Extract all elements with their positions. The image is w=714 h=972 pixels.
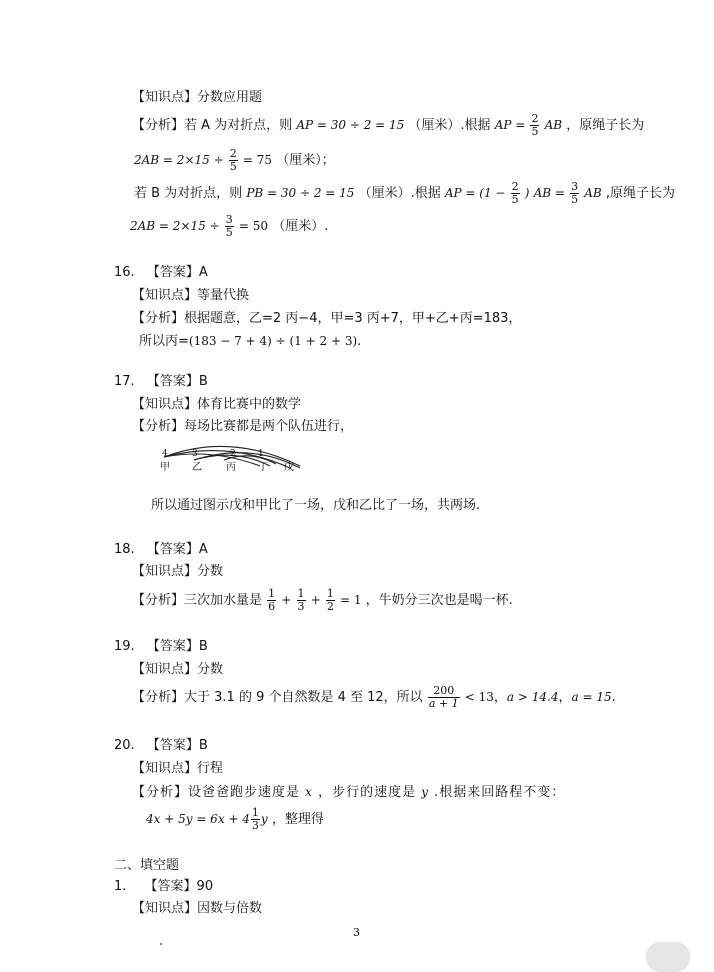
math: AB = [533, 186, 565, 200]
text: 【分析】设爸爸跑步速度是 [132, 785, 301, 800]
answer: 【答案】A [146, 265, 208, 280]
math: AB [584, 186, 602, 200]
q16-analysis: 【分析】根据题意，乙=2 丙−4，甲=3 丙+7，甲+乙+丙=183， [132, 311, 522, 326]
text: ，原绳子长为 [566, 118, 645, 133]
text: ， [558, 690, 572, 705]
fill1-answer [114, 878, 213, 896]
fill1-kp: 【知识点】因数与倍数 [132, 901, 263, 916]
kp-15: 【知识点】分数应用题 [132, 90, 263, 105]
math: = 75 [242, 153, 273, 167]
page-number: 3 [353, 926, 360, 939]
text: 若 B 为对折点，则 [134, 186, 243, 201]
math-ap: AP = 30 ÷ 2 = 15 [296, 118, 405, 132]
fraction-1-3: $\frac{1}{3}$ [297, 587, 305, 613]
math: a > 14.4 [506, 690, 559, 704]
fraction-1-3: $\frac{1}{3}$ [251, 806, 259, 832]
fig-team: 乙 [192, 462, 202, 473]
math: ) [524, 186, 530, 200]
answer: 【答案】A [146, 542, 208, 557]
math: PB = 30 ÷ 2 = 15 [246, 186, 355, 200]
fig-num: 2 [230, 449, 236, 459]
text: 所以丙= [139, 334, 189, 349]
math: + [281, 593, 292, 607]
fraction-1-6: $\frac{1}{6}$ [268, 587, 276, 613]
fraction-1-2: $\frac{1}{2}$ [326, 587, 334, 613]
fig-team: 丙 [226, 462, 236, 473]
text: ， [493, 690, 507, 705]
analysis-15-line4 [130, 214, 328, 239]
text: 【分析】三次加水量是 [132, 593, 263, 608]
text: （厘米）； [276, 153, 335, 168]
math: 2AB = 2×15 ÷ [130, 219, 220, 233]
math: a = 15 [571, 690, 612, 704]
answer: 【答案】B [146, 639, 208, 654]
analysis-15-line1 [132, 113, 644, 137]
math: 2AB = 2×15 ÷ [134, 153, 224, 167]
q19-kp: 【知识点】分数 [132, 662, 224, 677]
fraction-2-5: $\frac{2}{5}$ [531, 112, 539, 138]
q19-analysis [132, 685, 616, 710]
question-number: 19. [114, 639, 135, 654]
fig-num: 3 [192, 449, 198, 459]
fig-num: 1 [258, 449, 264, 459]
math-x: x [305, 785, 313, 799]
q18-answer [114, 541, 208, 559]
q20-kp: 【知识点】行程 [132, 761, 224, 776]
q16-analysis-2 [139, 332, 361, 351]
question-number: 17. [114, 374, 135, 389]
q20-analysis [132, 783, 565, 802]
speck [160, 943, 162, 945]
math: 4x + 5y = 6x + 4 [146, 812, 250, 826]
fraction-2-5: $\frac{2}{5}$ [229, 147, 237, 173]
q16-kp: 【知识点】等量代换 [132, 288, 250, 303]
text: ，整理得 [271, 812, 324, 827]
q17-kp: 【知识点】体育比赛中的数学 [132, 397, 302, 412]
match-diagram [150, 438, 320, 488]
text: ，步行的速度是 [318, 785, 417, 800]
answer: 【答案】90 [144, 879, 214, 894]
fraction-2-5: $\frac{2}{5}$ [511, 180, 519, 206]
corner-widget [646, 942, 690, 972]
q18-kp: 【知识点】分数 [132, 564, 224, 579]
math-ab: AB [544, 118, 563, 132]
text: .根据来回路程不变： [434, 785, 566, 800]
math: < 13 [464, 690, 494, 704]
fraction-3-5: $\frac{3}{5}$ [571, 180, 579, 206]
q17-answer [114, 373, 208, 391]
q20-answer [114, 737, 208, 755]
text: . [611, 690, 616, 705]
text: 【分析】若 A 为对折点，则 [132, 118, 293, 133]
analysis-15-line2 [134, 148, 335, 173]
fig-team: 甲 [160, 462, 170, 473]
fig-num: 4 [162, 449, 168, 459]
math: + [310, 593, 321, 607]
text: . [357, 334, 362, 349]
math: (183 − 7 + 4) ÷ (1 + 2 + 3) [188, 334, 358, 348]
fraction-3-5: $\frac{3}{5}$ [225, 213, 233, 239]
math: = 50 [238, 219, 269, 233]
math: y [260, 812, 268, 826]
math: AP = (1 − [444, 186, 506, 200]
text: 【分析】大于 3.1 的 9 个自然数是 4 至 12，所以 [132, 690, 423, 705]
fig-team: 戊 [284, 462, 294, 473]
question-number: 18. [114, 542, 135, 557]
q16-answer [114, 264, 208, 282]
question-number: 20. [114, 738, 135, 753]
analysis-15-line3 [134, 181, 675, 206]
q17-analysis: 【分析】每场比赛都是两个队伍进行， [132, 419, 354, 434]
text: （厘米）. [272, 219, 329, 234]
q18-analysis [132, 588, 513, 613]
q17-conclusion: 所以通过图示戊和甲比了一场，戊和乙比了一场，共两场. [151, 498, 481, 513]
math: = 1 [339, 593, 362, 607]
q19-answer [114, 638, 208, 656]
fraction-200-a1: $\frac{200}{a + 1}$ [428, 684, 459, 710]
q20-equation [146, 807, 324, 832]
math-y: y [421, 785, 430, 799]
text: ,原绳子长为 [605, 186, 675, 201]
text: （厘米）.根据 [358, 186, 441, 201]
question-number: 16. [114, 265, 135, 280]
text: ，牛奶分三次也是喝一杯. [365, 593, 513, 608]
math-ap-eq: AP = [494, 118, 526, 132]
fig-team: 丁 [258, 462, 268, 473]
section-title: 二、填空题 [114, 858, 180, 873]
question-number: 1. [114, 879, 127, 894]
text: （厘米）.根据 [408, 118, 491, 133]
answer: 【答案】B [146, 374, 208, 389]
answer: 【答案】B [146, 738, 208, 753]
